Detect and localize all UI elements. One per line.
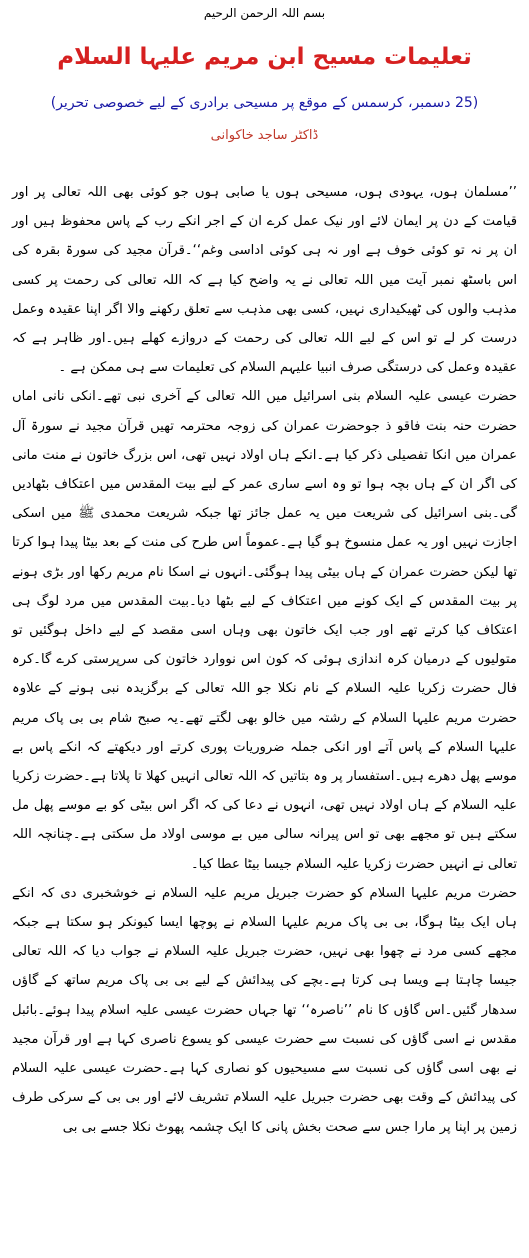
paragraph-2: حضرت عیسی علیہ السلام بنی اسرائیل میں اللہ تعالی کے آخری نبی تھے۔انکی نانی اماں حضرت حنہ بنت فاقو ذ جوحضرت عمران کی زوجہ محترمہ تھیں قرآن مجید نے سورۃ آل عمران میں انکا تفصیلی ذکر کیا ہے۔انکے ہاں اولاد نہیں تھی، اس بزرگ خاتون نے منت مانی کی اگر ان کے ہاں بچہ ہوا تو وہ اسے ساری عمر کے لیے بیت المقدس میں اعتکاف بٹھادیں گی۔بنی اسرائیل کی شریعت میں یہ عمل جائز تھا جبکہ شریعت محمدی ﷺ میں اسکی اجازت نہیں اور یہ عمل منسوخ ہو گیا ہے۔عموماً اس طرح کی منت کے بعد بیٹا پیدا ہوا کرتا تھا لیکن حضرت عمران کے ہاں بیٹی پیدا ہوگئی۔انہوں نے اسکا نام مریم رکھا اور بڑی ہونے پر بیت المقدس کے ایک کونے میں اعتکاف کے لیے بٹھا دیا۔بیت المقدس میں مرد لوگ ہی اعتکاف کیا کرتے تھے اور جب ایک خاتون بھی وہاں اسی مقصد کے لیے داخل ہوگئیں تو متولیوں کے درمیان کرہ اندازی ہوئی کہ کون اس نووارد خاتون کی سرپرستی کرے گا۔کرہ فال حضرت زکریا علیہ السلام کے نام نکلا جو اللہ تعالی کے برگزیدہ نبی ہونے کے علاوہ حضرت مریم علیہا السلام کے رشتہ میں خالو بھی لگتے تھے۔یہ صبح شام بی بی پاک مریم علیہا السلام کے پاس آتے اور انکی جملہ ضروریات پوری کرتے اور دیکھتے کہ انکے پاس بے موسے پھل دھرے ہیں۔استفسار پر وہ بتاتیں کہ اللہ تعالی انہیں کھلا تا پلاتا ہے۔حضرت زکریا علیہ السلام کے ہاں اولاد نہیں تھی، انہوں نے دعا کی کہ اگر اس بیٹی کو بے موسے پھل مل سکتے ہیں تو مجھے بھی تو اس پیرانہ سالی میں بے موسی اولاد مل سکتی ہے۔چنانچہ اللہ تعالی نے انہیں حضرت زکریا علیہ السلام جیسا بیٹا عطا کیا۔ bbox=[12, 389, 517, 872]
article-subtitle: (25 دسمبر، کرسمس کے موقع پر مسیحی برادری کے لیے خصوصی تحریر) bbox=[50, 95, 479, 111]
bismillah-heading: بسم اللہ الرحمن الرحیم bbox=[203, 6, 326, 20]
article-body bbox=[12, 178, 517, 1142]
author-name: ڈاکٹر ساجد خاکوانی bbox=[210, 128, 319, 143]
article-title: تعلیمات مسیح ابن مریم علیہا السلام bbox=[57, 44, 472, 70]
paragraph-1: ’’مسلمان ہوں، یہودی ہوں، مسیحی ہوں یا صابی ہوں جو کوئی بھی اللہ تعالی پر اور قیامت کے دن پر ایمان لائے اور نیک عمل کرے ان کے اجر انکے رب کے پاس محفوظ ہیں اور ان پر نہ تو کوئی خوف ہے اور نہ ہی کوئی اداسی وغم‘‘۔قرآن مجید کی سورۃ بقرہ کی اس باسٹھ نمبر آیت میں اللہ تعالی نے یہ واضح کیا ہے کہ اللہ تعالی کی رحمت پر کسی مذہب والوں کی ٹھیکیداری نہیں، کسی بھی مذہب سے تعلق رکھنے والا اگر اپنا عقیدہ وعمل درست کر لے تو اس کے لیے اللہ تعالی کی رحمت کے دروازے کھلے ہیں۔اور ظاہر ہے کہ عقیدہ وعمل کی درستگی صرف انبیا علیہم السلام کی تعلیمات سے ہی ممکن ہے ۔ bbox=[12, 185, 517, 376]
paragraph-3: حضرت مریم علیہا السلام کو حضرت جبریل مریم علیہ السلام نے خوشخبری دی کہ انکے ہاں ایک بیٹا ہوگا، بی بی پاک مریم علیہا السلام نے پوچھا ایسا کیونکر ہو سکتا ہے جبکہ مجھے کسی مرد نے چھوا بھی نہیں، حضرت جبریل علیہ السلام نے جواب دیا کہ اللہ تعالی جیسا چاہتا ہے ویسا ہی کرتا ہے۔بچے کی پیدائش کے لیے بی بی پاک مریم ساتھ کے گاؤں سدھار گئیں۔اس گاؤں کا نام ’’ناصرہ‘‘ تھا جہاں حضرت عیسی علیہ اسلام پیدا ہوئے۔بائبل مقدس نے اسی گاؤں کی نسبت سے حضرت عیسی کو یسوع ناصری کہا ہے اور قرآن مجید نے بھی اسی گاؤں کی نسبت سے مسیحیوں کو نصاری کہا ہے۔حضرت عیسی علیہ السلام کی پیدائش کے وقت بھی حضرت جبریل علیہ السلام تشریف لائے اور بی بی کے سرکی طرف زمین پر اپنا پر مارا جس سے صحت بخش پانی کا ایک چشمہ پھوٹ نکلا جسے بی بی bbox=[12, 885, 517, 1135]
